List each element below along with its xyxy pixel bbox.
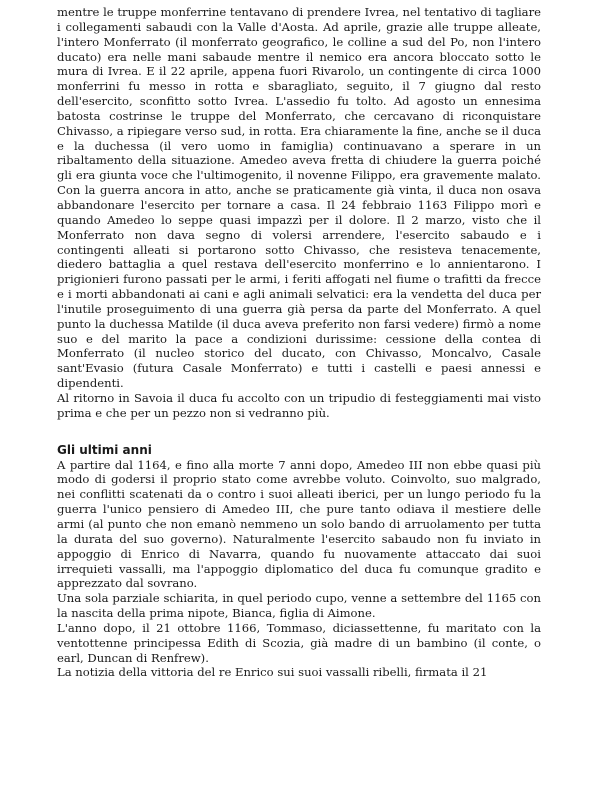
body-paragraph: Una sola parziale schiarita, in quel periodo cupo, venne a settembre del 1165 con la nascita della prima nipote, Bianca, figlia di Aimone. [57,591,541,621]
document-page [57,5,541,680]
body-paragraph: Al ritorno in Savoia il duca fu accolto con un tripudio di festeggiamenti mai visto prima e che per un pezzo non si vedranno più. [57,390,541,420]
body-paragraph: L'anno dopo, il 21 ottobre 1166, Tommaso, diciassettenne, fu maritato con la ventottenne principessa Edith di Scozia, già madre di un bambino (il conte, o earl, Duncan di Renfrew). [57,620,541,665]
body-paragraph: La notizia della vittoria del re Enrico sui suoi vassalli ribelli, firmata il 21 [57,665,488,680]
section-heading: Gli ultimi anni [57,442,152,457]
body-paragraph: A partire dal 1164, e fino alla morte 7 anni dopo, Amedeo III non ebbe quasi più modo di godersi il proprio stato come avrebbe voluto. Coinvolto, suo malgrado, nei conflitti scatenati da o contro i suoi alleati iberici, per un lungo periodo fu la guerra l'unico pensiero di Amedeo III, che pure tanto odiava il mestiere delle armi (al punto che non emanò nemmeno un solo bando di arruolamento per tutta la durata del suo governo). Naturalmente l'esercito sabaudo non fu inviato in appoggio di Enrico di Navarra, quando fu nuovamente attaccato dai suoi irrequieti vassalli, ma l'appoggio diplomatico del duca fu comunque gradito e apprezzato dal sovrano. [57,457,541,591]
body-paragraph: mentre le truppe monferrine tentavano di prendere Ivrea, nel tentativo di tagliare i collegamenti sabaudi con la Valle d'Aosta. Ad aprile, grazie alle truppe alleate, l'intero Monferrato (il monferrato geografico, le colline a sud del Po, non l'intero ducato) era nelle mani sabaude mentre il nemico era ancora bloccato sotto le mura di Ivrea. E il 22 aprile, appena fuori Rivarolo, un contingente di circa 1000 monferrini fu messo in rotta e sbaragliato, seguito, il 7 giugno dal resto dell'esercito, sconfitto sotto Ivrea. L'assedio fu tolto. Ad agosto un ennesima batosta costrinse le truppe del Monferrato, che cercavano di riconquistare Chivasso, a ripiegare verso sud, in rotta. Era chiaramente la fine, anche se il duca e la duchessa (il vero uomo in famiglia) continuavano a sperare in un ribaltamento della situazione. Amedeo aveva fretta di chiudere la guerra poiché gli era giunta voce che l'ultimogenito, il novenne Filippo, era gravemente malato. Con la guerra ancora in atto, anche se praticamente già vinta, il duca non osava abbandonare l'esercito per tornare a casa. Il 24 febbraio 1163 Filippo morì e quando Amedeo lo seppe quasi impazzì per il dolore. Il 2 marzo, visto che il Monferrato non dava segno di volersi arrendere, l'esercito sabaudo e i contingenti alleati si portarono sotto Chivasso, che resisteva tenacemente, diedero battaglia a quel restava dell'esercito monferrino e lo annientarono. I prigionieri furono passati per le armi, i feriti affogati nel fiume o trafitti da frecce e i morti abbandonati ai cani e agli animali selvatici: era la vendetta del duca per l'inutile proseguimento di una guerra già persa da parte del Monferrato. A quel punto la duchessa Matilde (il duca aveva preferito non farsi vedere) firmò a nome suo e del marito la pace a condizioni durissime: cessione della contea di Monferrato (il nucleo storico del ducato, con Chivasso, Moncalvo, Casale sant'Evasio (futura Casale Monferrato) e tutti i castelli e paesi annessi e dipendenti. [57,5,541,391]
